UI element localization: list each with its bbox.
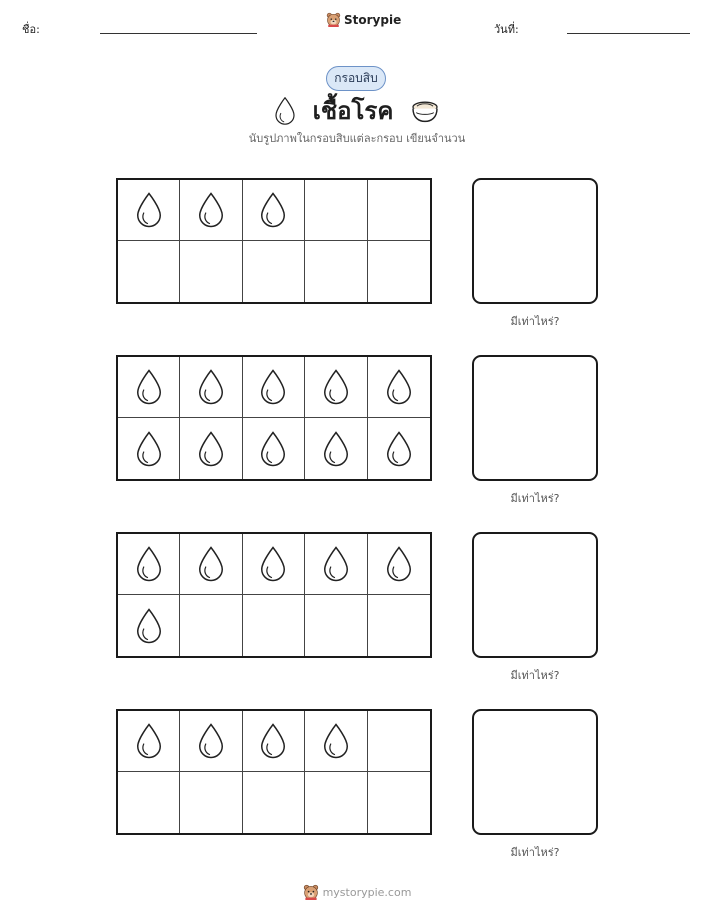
- ten-frame-cell: [118, 595, 180, 656]
- water-drop-icon: [321, 721, 351, 761]
- ten-frame-cell: [118, 534, 180, 595]
- ten-frame-cell: [305, 595, 367, 656]
- ten-frame-cell: [180, 241, 242, 302]
- ten-frame-cell: [118, 241, 180, 302]
- ten-frame-cell: [118, 772, 180, 833]
- ten-frame-cell: [180, 711, 242, 772]
- answer-box[interactable]: [472, 355, 598, 481]
- water-drop-icon: [196, 367, 226, 407]
- topic-badge: กรอบสิบ: [326, 66, 386, 91]
- ten-frame-cell: [368, 772, 430, 833]
- ten-frame-cell: [180, 772, 242, 833]
- page-title: เชื้อโรค: [312, 97, 394, 125]
- water-drop-icon: [134, 367, 164, 407]
- ten-frame-cell: [243, 711, 305, 772]
- ten-frame: [116, 709, 432, 835]
- ten-frame-cell: [368, 711, 430, 772]
- ten-frame-cell: [305, 357, 367, 418]
- ten-frame: [116, 532, 432, 658]
- ten-frame-cell: [368, 418, 430, 479]
- water-drop-icon: [384, 367, 414, 407]
- water-drop-icon: [134, 544, 164, 584]
- title-row: [0, 91, 714, 130]
- water-drop-icon: [134, 190, 164, 230]
- ten-frame-cell: [305, 711, 367, 772]
- question-label: มีเท่าไหร่?: [510, 492, 560, 505]
- date-label: วันที่:: [494, 23, 519, 36]
- name-line[interactable]: [100, 33, 257, 34]
- water-drop-icon: [134, 721, 164, 761]
- brand-name: Storypie: [344, 12, 402, 27]
- ten-frame-cell: [180, 357, 242, 418]
- storypie-logo: [326, 12, 401, 27]
- ten-frame-cell: [118, 711, 180, 772]
- water-drop-icon: [321, 544, 351, 584]
- footer-url: mystorypie.com: [322, 885, 412, 899]
- ten-frame-cell: [368, 357, 430, 418]
- bowl-icon: [409, 98, 441, 124]
- ten-frame-cell: [368, 534, 430, 595]
- ten-frame-cell: [243, 772, 305, 833]
- ten-frame-cell: [180, 595, 242, 656]
- ten-frame-cell: [118, 418, 180, 479]
- water-drop-icon: [258, 190, 288, 230]
- ten-frame-cell: [180, 534, 242, 595]
- answer-box[interactable]: [472, 532, 598, 658]
- water-drop-icon: [196, 190, 226, 230]
- water-drop-icon: [258, 429, 288, 469]
- water-drop-icon: [196, 721, 226, 761]
- ten-frame-cell: [243, 418, 305, 479]
- answer-box[interactable]: [472, 709, 598, 835]
- answer-box[interactable]: [472, 178, 598, 304]
- water-drop-icon: [273, 96, 297, 126]
- ten-frame: [116, 355, 432, 481]
- ten-frame: [116, 178, 432, 304]
- question-label: มีเท่าไหร่?: [510, 669, 560, 682]
- water-drop-icon: [258, 544, 288, 584]
- footer: [0, 884, 714, 900]
- name-label: ชื่อ:: [22, 23, 40, 36]
- ten-frame-cell: [180, 180, 242, 241]
- ten-frame-cell: [118, 357, 180, 418]
- ten-frame-cell: [243, 180, 305, 241]
- ten-frame-cell: [118, 180, 180, 241]
- ten-frame-cell: [305, 418, 367, 479]
- ten-frame-cell: [243, 357, 305, 418]
- water-drop-icon: [321, 429, 351, 469]
- water-drop-icon: [384, 544, 414, 584]
- question-label: มีเท่าไหร่?: [510, 315, 560, 328]
- water-drop-icon: [134, 429, 164, 469]
- water-drop-icon: [384, 429, 414, 469]
- bear-face-icon: [326, 12, 341, 27]
- ten-frame-cell: [305, 534, 367, 595]
- water-drop-icon: [196, 429, 226, 469]
- water-drop-icon: [258, 367, 288, 407]
- ten-frame-cell: [368, 241, 430, 302]
- water-drop-icon: [134, 606, 164, 646]
- ten-frame-cell: [243, 241, 305, 302]
- instructions: นับรูปภาพในกรอบสิบแต่ละกรอบ เขียนจำนวน: [248, 132, 466, 145]
- ten-frame-cell: [368, 180, 430, 241]
- question-label: มีเท่าไหร่?: [510, 846, 560, 859]
- ten-frame-cell: [180, 418, 242, 479]
- ten-frame-cell: [243, 595, 305, 656]
- bear-face-icon: [303, 884, 319, 900]
- ten-frame-cell: [243, 534, 305, 595]
- date-line[interactable]: [567, 33, 690, 34]
- ten-frame-cell: [305, 180, 367, 241]
- ten-frame-cell: [368, 595, 430, 656]
- ten-frame-cell: [305, 772, 367, 833]
- water-drop-icon: [196, 544, 226, 584]
- ten-frame-cell: [305, 241, 367, 302]
- water-drop-icon: [258, 721, 288, 761]
- water-drop-icon: [321, 367, 351, 407]
